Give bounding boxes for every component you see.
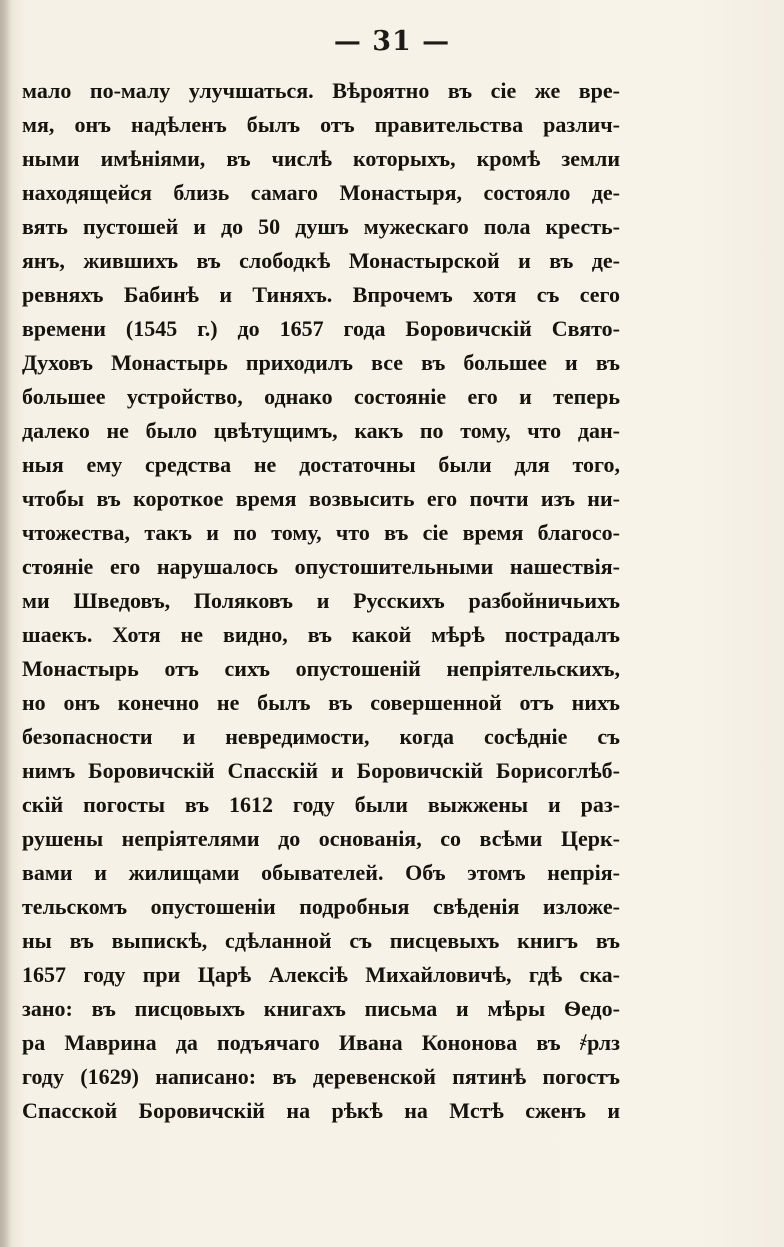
text-line: ми Шведовъ, Поляковъ и Русскихъ разбойничьихъ bbox=[22, 588, 620, 613]
text-line: 1657 году при Царѣ Алексіѣ Михайловичѣ, гдѣ ска- bbox=[22, 962, 620, 987]
text-line: ными имѣніями, въ числѣ которыхъ, кромѣ земли bbox=[22, 146, 620, 171]
text-line: но онъ конечно не былъ въ совершенной отъ нихъ bbox=[22, 690, 620, 715]
text-line: Духовъ Монастырь приходилъ все въ большее и въ bbox=[22, 350, 620, 375]
text-line: году (1629) написано: въ деревенской пятинѣ погостъ bbox=[22, 1064, 620, 1089]
text-line: шаекъ. Хотя не видно, въ какой мѣрѣ пострадалъ bbox=[22, 622, 620, 647]
text-line: скій погосты въ 1612 году были выжжены и раз- bbox=[22, 792, 620, 817]
text-line: Спасской Боровичскій на рѣкѣ на Мстѣ сженъ и bbox=[22, 1098, 620, 1123]
text-line: вами и жилищами обывателей. Объ этомъ непрія- bbox=[22, 860, 620, 885]
text-line: тельскомъ опустошеніи подробныя свѣденія изложе- bbox=[22, 894, 620, 919]
text-line: вять пустошей и до 50 душъ мужескаго пола кресть- bbox=[22, 214, 620, 239]
text-line: рушены непріятелями до основанія, со всѣми Церк- bbox=[22, 826, 620, 851]
page-number: — 31 — bbox=[333, 26, 451, 57]
text-line: ныя ему средства не достаточны были для того, bbox=[22, 452, 620, 477]
text-line: ревняхъ Бабинѣ и Тиняхъ. Впрочемъ хотя съ сего bbox=[22, 282, 620, 307]
text-line: зано: въ писцовыхъ книгахъ письма и мѣры Ѳедо- bbox=[22, 996, 620, 1021]
text-line: большее устройство, однако состояніе его и теперь bbox=[22, 384, 620, 409]
body-text bbox=[22, 74, 620, 1128]
text-line: ра Маврина да подъячаго Ивана Кононова въ ҂рлз bbox=[22, 1030, 620, 1055]
text-line: янъ, жившихъ въ слободкѣ Монастырской и въ де- bbox=[22, 248, 620, 273]
text-line: времени (1545 г.) до 1657 года Боровичскій Свято- bbox=[22, 316, 620, 341]
text-line: ны въ выпискѣ, сдѣланной съ писцевыхъ книгъ въ bbox=[22, 928, 620, 953]
text-line: Монастырь отъ сихъ опустошеній непріятельскихъ, bbox=[22, 656, 620, 681]
text-line: нимъ Боровичскій Спасскій и Боровичскій Борисоглѣб- bbox=[22, 758, 620, 783]
text-line: безопасности и невредимости, когда сосѣдніе съ bbox=[22, 724, 620, 749]
text-line: мало по-малу улучшаться. Вѣроятно въ сіе же вре- bbox=[22, 78, 620, 103]
spine-shadow bbox=[0, 0, 12, 1247]
text-line: стояніе его нарушалось опустошительными нашествія- bbox=[22, 554, 620, 579]
text-line: чтожества, такъ и по тому, что въ сіе время благосо- bbox=[22, 520, 620, 545]
text-line: далеко не было цвѣтущимъ, какъ по тому, что дан- bbox=[22, 418, 620, 443]
text-line: мя, онъ надѣленъ былъ отъ правительства различ- bbox=[22, 112, 620, 137]
text-line: находящейся близь самаго Монастыря, состояло де- bbox=[22, 180, 620, 205]
text-line: чтобы въ короткое время возвысить его почти изъ ни- bbox=[22, 486, 620, 511]
